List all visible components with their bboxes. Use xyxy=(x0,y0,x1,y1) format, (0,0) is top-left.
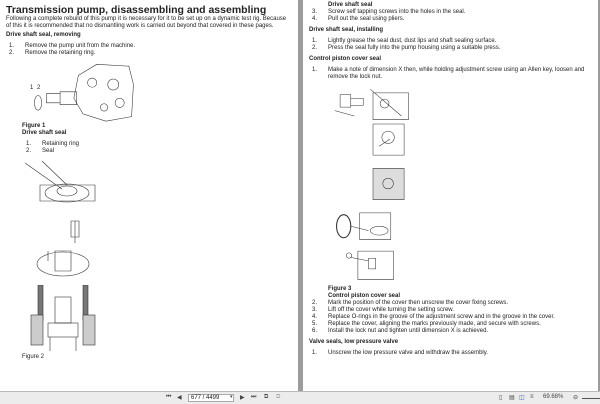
figure-label: Figure 1 xyxy=(22,123,46,129)
figure-1 xyxy=(28,57,292,123)
intro-line: Following a complete rebuild of this pump it is necessary for it to be set up on a dynamic test rig. Because of this it is recommended xyxy=(6,16,287,29)
screw-illustration xyxy=(35,219,100,279)
legend-item: 1. Retaining ring xyxy=(26,141,80,147)
pump-illustration xyxy=(28,57,138,123)
intro-line: that no dismantling work is carried out beyond that covered in these pages. xyxy=(74,23,274,29)
step: 3. Screw self tapping screws into the holes in the seal. xyxy=(312,9,466,15)
step: 6. Install the lock nut and tighten until dimension X is achieved. xyxy=(312,328,489,334)
figure-label: Figure 2 xyxy=(22,354,45,360)
step: 4. Pull out the seal using pliers. xyxy=(312,16,405,22)
control-piston-illustration xyxy=(328,84,418,284)
section-heading: Control piston cover seal xyxy=(309,56,382,62)
step: 2. Remove the retaining ring. xyxy=(9,50,96,56)
step: 1. Make a note of dimension X then, while holding adjustment screw using an Allen key, loosen and remove the lock nut. xyxy=(312,67,585,80)
section-heading: Drive shaft seal, installing xyxy=(309,27,384,33)
press-illustration xyxy=(28,285,100,351)
left-page xyxy=(0,0,298,391)
step: 1. Lightly grease the seal dust, dust lips and shaft sealing surface. xyxy=(312,38,497,44)
right-page xyxy=(303,0,598,391)
previous-page-icon[interactable]: ◀ xyxy=(177,395,182,401)
zoom-out-icon[interactable]: ⊖ xyxy=(573,395,579,401)
single-page-view-icon[interactable]: ▯ xyxy=(499,395,503,401)
figure-label: Figure 3 xyxy=(328,286,352,292)
page-title: Transmission pump, disassembling and assembling xyxy=(6,4,267,16)
callout-1: 1 xyxy=(30,85,34,91)
step: 2. Press the seal fully into the pump housing using a suitable press. xyxy=(312,45,501,51)
page-dropdown-icon[interactable]: ▾ xyxy=(230,394,233,400)
step: 1. Remove the pump unit from the machine. xyxy=(9,43,136,49)
step: 2. Mark the position of the cover then unscrew the cover fixing screws. xyxy=(312,300,509,306)
intro-paragraph xyxy=(6,16,292,30)
section-heading: Valve seals, low pressure valve xyxy=(309,339,399,345)
zoom-level: 69.68% xyxy=(543,394,564,400)
bottom-toolbar xyxy=(0,391,600,404)
section-heading: Drive shaft seal, removing xyxy=(6,32,81,38)
figure-caption: Drive shaft seal xyxy=(22,130,67,136)
copy-icon[interactable]: ⧉ xyxy=(264,394,269,400)
first-page-icon[interactable]: ⏮ xyxy=(166,394,172,400)
figure-caption: Control piston cover seal xyxy=(328,293,401,299)
page-number-input[interactable]: 677 / 4499 xyxy=(188,394,234,402)
two-page-view-icon[interactable]: ◫ xyxy=(519,395,525,401)
figure-caption: Drive shaft seal xyxy=(328,2,373,8)
scroll-view-icon[interactable]: ≡ xyxy=(530,394,534,400)
step: 4. Replace O-rings in the groove of the adjustment screw and in the groove in the cover. xyxy=(312,314,555,320)
step: 5. Replace the cover, aligning the marks previously made, and secure with screws. xyxy=(312,321,541,327)
legend-item: 2. Seal xyxy=(26,148,55,154)
step: 1. Unscrew the low pressure valve and withdraw the assembly. xyxy=(312,350,488,356)
callout-2: 2 xyxy=(37,85,41,91)
continuous-view-icon[interactable]: ▤ xyxy=(509,395,515,401)
step: 3. Lift off the cover while turning the setting screw. xyxy=(312,307,454,313)
next-page-icon[interactable]: ▶ xyxy=(240,395,245,401)
pliers-illustration xyxy=(22,159,102,213)
last-page-icon[interactable]: ⏭ xyxy=(251,394,257,400)
share-icon[interactable]: ⧉ xyxy=(276,394,281,400)
zoom-slider[interactable] xyxy=(582,398,600,399)
